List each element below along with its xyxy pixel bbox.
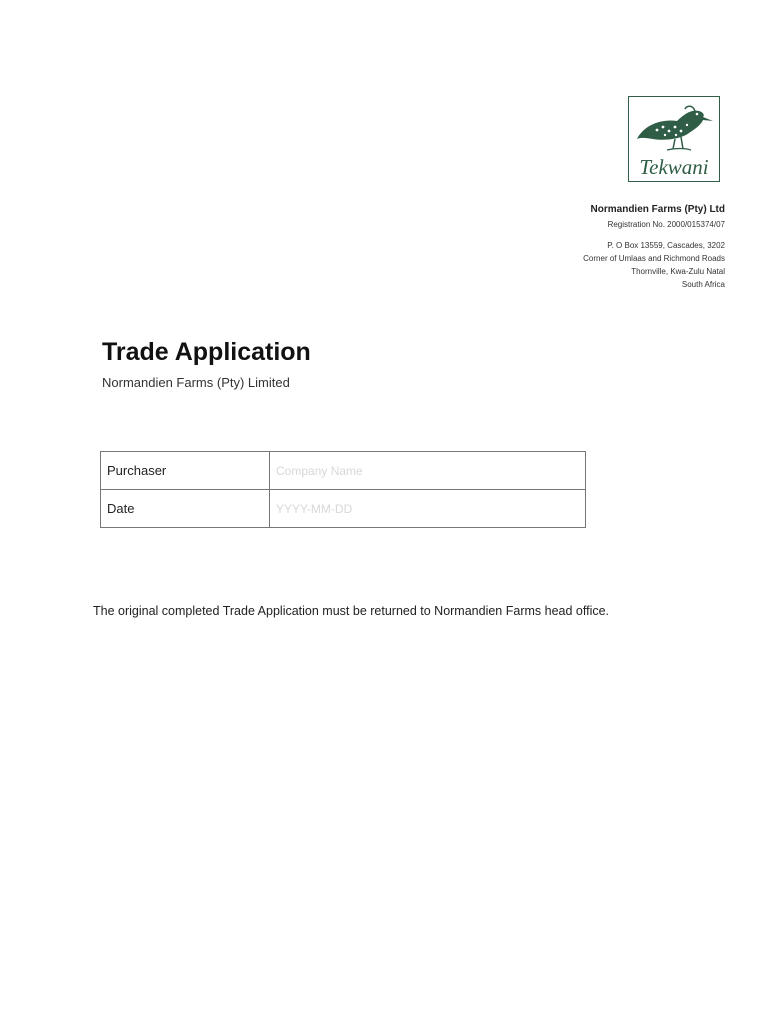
registration-number: Registration No. 2000/015374/07	[607, 220, 725, 229]
date-cell	[270, 490, 586, 528]
company-logo	[628, 96, 720, 182]
company-name: Normandien Farms (Pty) Ltd	[590, 204, 725, 215]
address-line: Thornville, Kwa-Zulu Natal	[631, 267, 725, 276]
return-instructions: The original completed Trade Application must be returned to Normandien Farms head office.	[93, 604, 610, 618]
date-row	[101, 490, 586, 528]
purchaser-row	[101, 452, 586, 490]
purchaser-label: Purchaser	[101, 452, 270, 490]
address-line: South Africa	[681, 280, 725, 289]
address-line: Corner of Umlaas and Richmond Roads	[583, 254, 725, 263]
trade-application-form	[100, 451, 586, 528]
date-label: Date	[101, 490, 270, 528]
document-subtitle: Normandien Farms (Pty) Limited	[102, 375, 290, 390]
date-input[interactable]	[276, 502, 579, 516]
logo-brand-text: Tekwani	[639, 155, 709, 179]
purchaser-cell	[270, 452, 586, 490]
address-line: P. O Box 13559, Cascades, 3202	[607, 241, 725, 250]
document-title: Trade Application	[102, 338, 311, 366]
purchaser-input[interactable]	[276, 464, 579, 478]
company-info	[583, 203, 725, 291]
